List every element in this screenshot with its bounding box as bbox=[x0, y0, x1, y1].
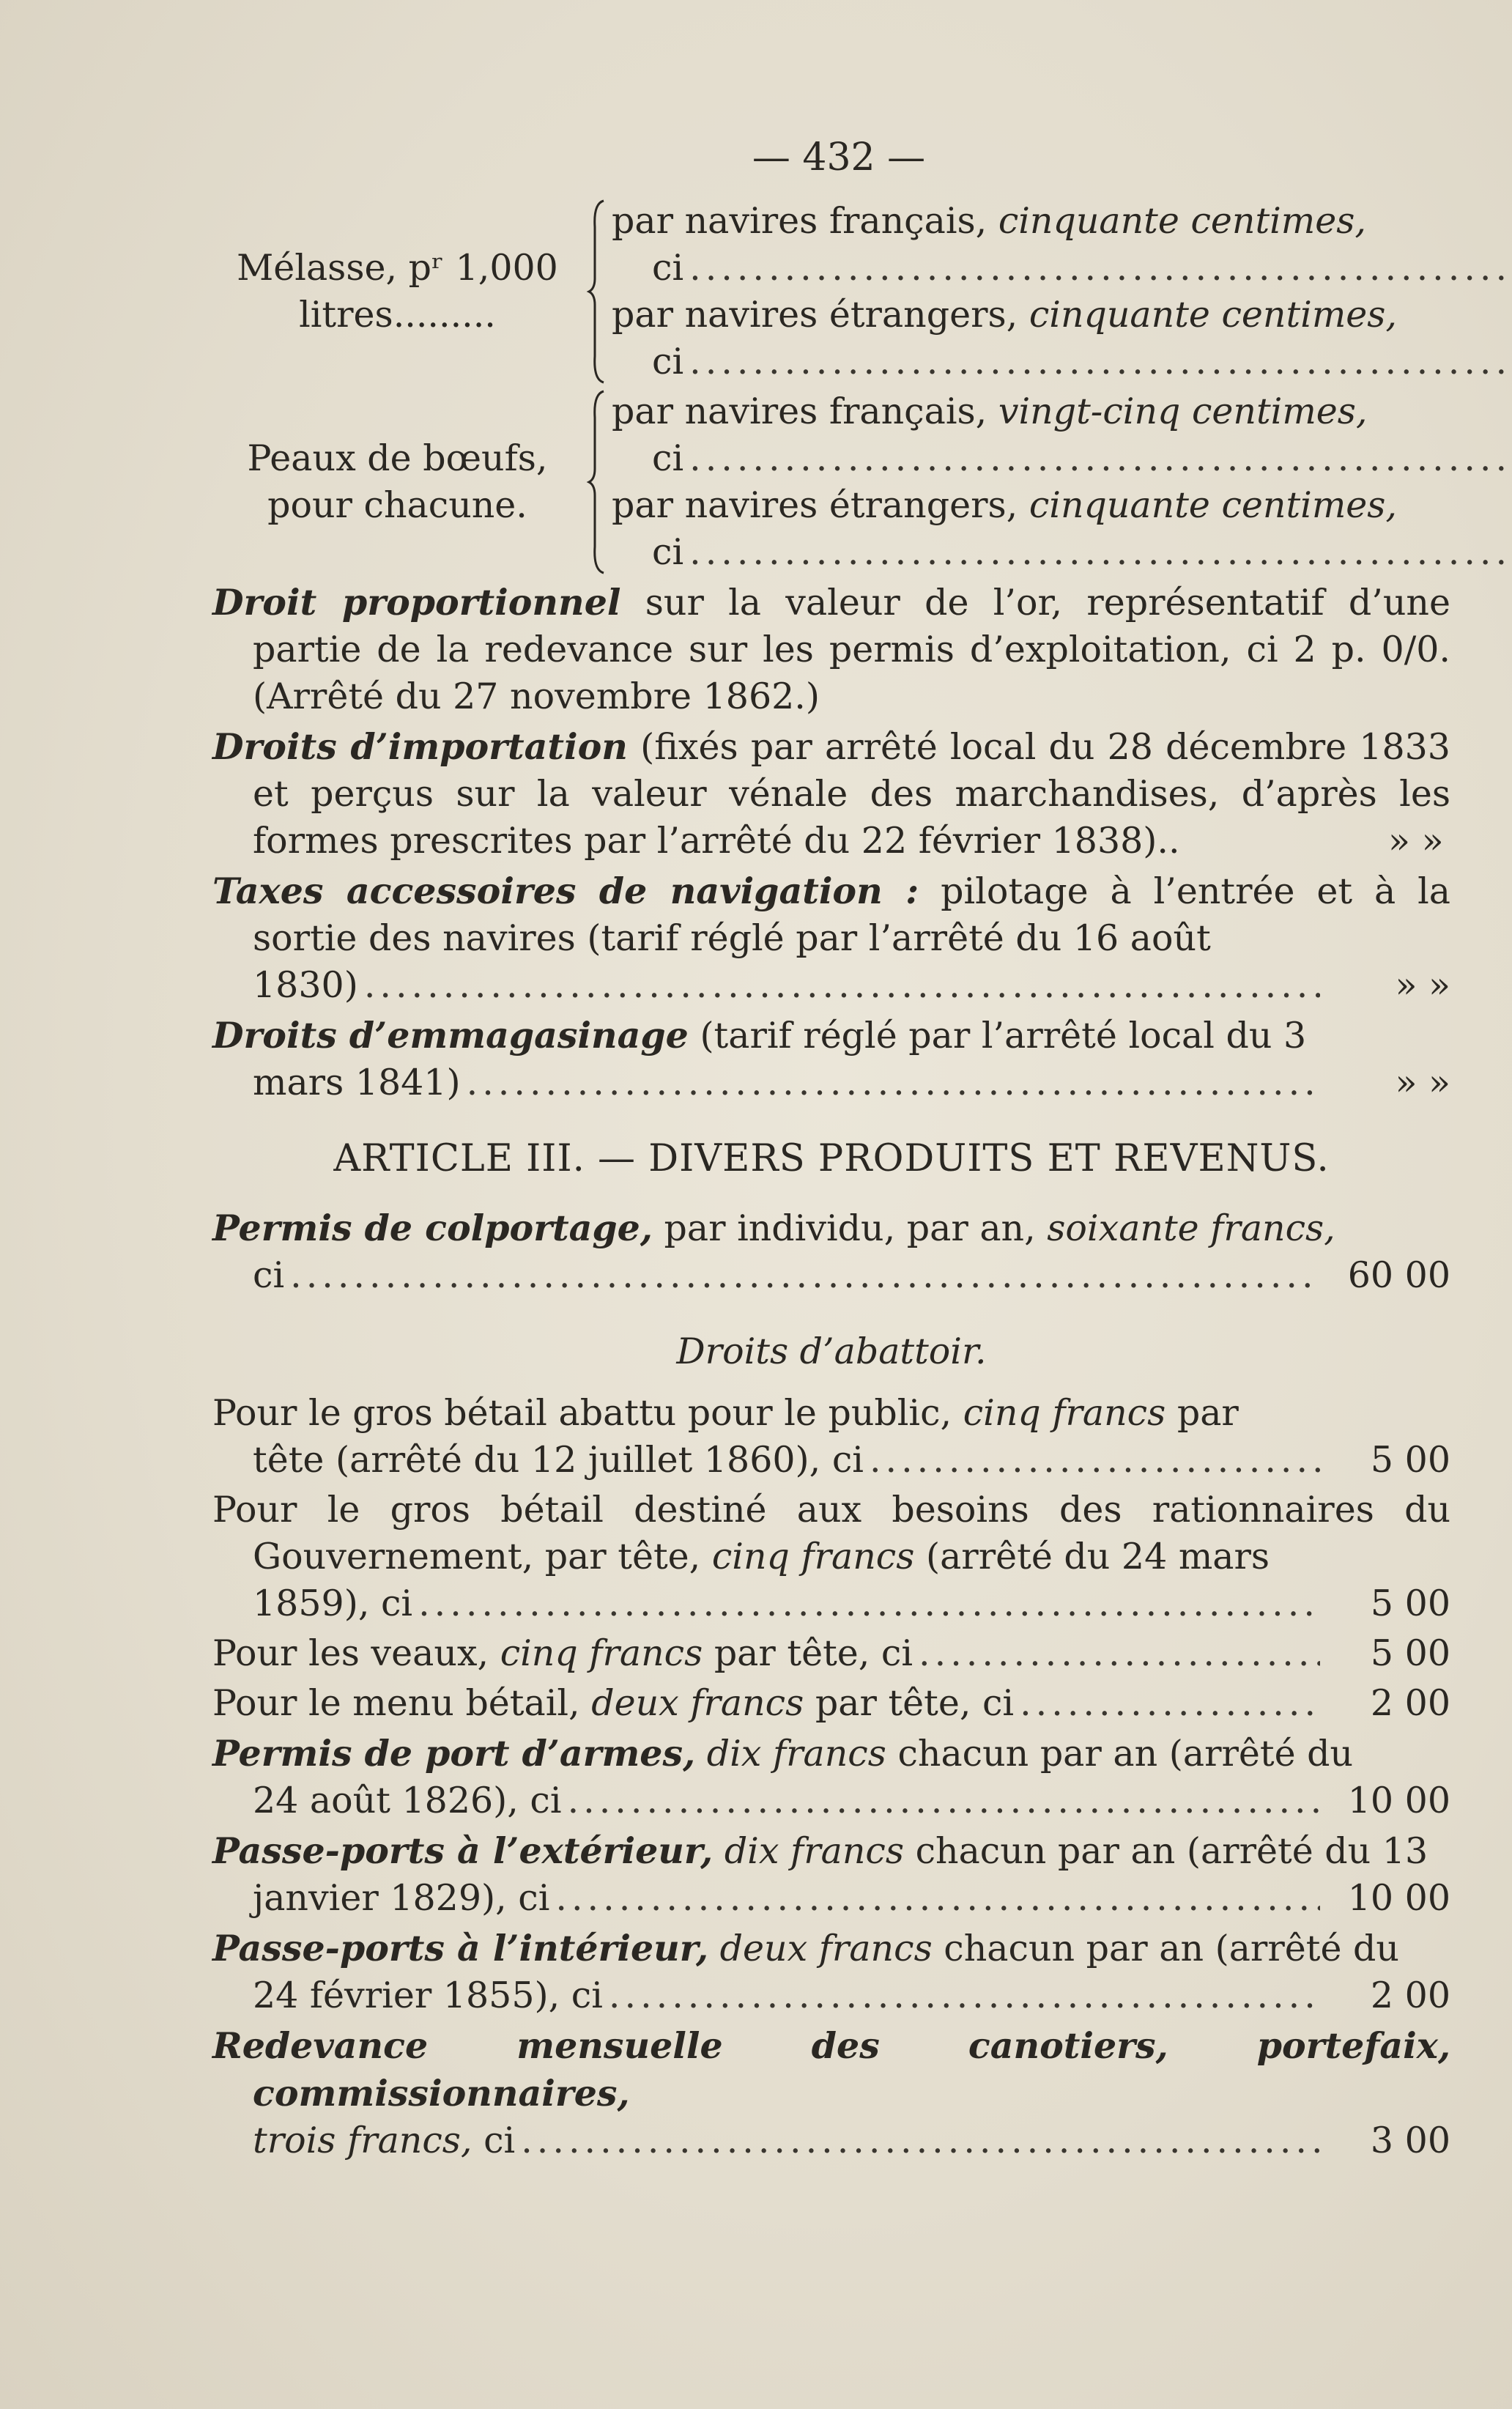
melasse-label-line2: litres......... bbox=[299, 294, 496, 336]
passe-ext-last: janvier 1829), ci bbox=[253, 1877, 550, 1919]
passe-int-text: chacun par an (arrêté du bbox=[944, 1928, 1399, 1969]
emmagasinage-title: Droits d’emmagasinage bbox=[212, 1014, 689, 1057]
taxes-navigation-text: pilotage à l’entrée et à la sortie des navires (tarif réglé par l’arrêté du 16 août bbox=[253, 870, 1450, 959]
passe-int-last: 24 février 1855), ci bbox=[253, 1975, 603, 2016]
taxes-navigation-amount: » » bbox=[1395, 964, 1450, 1006]
subheading: Droits d’abattoir. bbox=[676, 1331, 987, 1372]
armes-title: Permis de port d’armes, bbox=[212, 1732, 696, 1775]
peaux-label-line2: pour chacune. bbox=[267, 484, 527, 526]
ci-label: ci bbox=[652, 247, 684, 289]
leader-dots bbox=[1020, 1680, 1320, 1727]
droits-importation-text: (fixés par arrêté local du 28 décembre 1833 et perçus sur la valeur vénale des marchandises, d’après les formes prescrites par l’arrêté du 22 février 1838).. bbox=[253, 726, 1450, 862]
passe-int-amount: 2 00 bbox=[1370, 1975, 1450, 2016]
armes-last: 24 août 1826), ci bbox=[253, 1780, 562, 1821]
veaux-post: par tête, ci bbox=[714, 1632, 914, 1674]
armes-amount: 10 00 bbox=[1347, 1780, 1450, 1821]
leader-dots bbox=[290, 1252, 1320, 1299]
colportage-title: Permis de colportage, bbox=[212, 1207, 653, 1249]
item-amount: 5 00 bbox=[1370, 1439, 1450, 1481]
leader-dots bbox=[919, 1630, 1320, 1677]
emmagasinage-amount: » » bbox=[1395, 1062, 1450, 1103]
leader-dots bbox=[870, 1437, 1320, 1484]
melasse-line1-italic: cinquante centimes, bbox=[998, 200, 1366, 242]
item-italic: cinq francs bbox=[963, 1392, 1166, 1434]
ci-label: ci bbox=[652, 341, 684, 382]
list-item bbox=[212, 1487, 1450, 1627]
item-text-post: par bbox=[1176, 1392, 1239, 1434]
peaux-block bbox=[212, 388, 1450, 576]
brace-icon bbox=[582, 388, 612, 576]
redevance-entry bbox=[212, 2022, 1450, 2164]
brace-icon bbox=[582, 198, 612, 385]
melasse-label-line1: Mélasse, pʳ 1,000 bbox=[237, 247, 558, 289]
melasse-label bbox=[212, 198, 582, 385]
redevance-amount: 3 00 bbox=[1370, 2120, 1450, 2161]
armes-italic: dix francs bbox=[706, 1733, 886, 1775]
leader-dots bbox=[521, 2117, 1320, 2164]
leader-dots bbox=[555, 1875, 1320, 1922]
ci-label: ci bbox=[652, 437, 684, 479]
redevance-title: Redevance mensuelle des canotiers, portefaix, commissionnaires, bbox=[212, 2024, 1450, 2114]
peaux-line3-italic: cinquante centimes, bbox=[1029, 484, 1398, 526]
droits-importation-title: Droits d’importation bbox=[212, 725, 628, 768]
colportage-last: ci bbox=[253, 1254, 285, 1296]
menu-amount: 2 00 bbox=[1370, 1682, 1450, 1724]
article-heading: ARTICLE III. — DIVERS PRODUITS ET REVENUS. bbox=[333, 1137, 1330, 1180]
passe-ext-text: chacun par an (arrêté du 13 bbox=[915, 1830, 1428, 1872]
droit-proportionnel-text: sur la valeur de l’or, représentatif d’une partie de la redevance sur les permis d’exploitation, ci 2 p. 0/0. (Arrêté du 27 novembre 1862.) bbox=[253, 582, 1450, 717]
leader-dots bbox=[689, 529, 1512, 576]
item-text: Pour le gros bétail abattu pour le public, bbox=[212, 1392, 952, 1434]
veaux-italic: cinq francs bbox=[500, 1632, 703, 1674]
menu-betail-entry bbox=[212, 1680, 1450, 1727]
colportage-entry bbox=[212, 1204, 1450, 1299]
item-last: tête (arrêté du 12 juillet 1860), ci bbox=[253, 1439, 864, 1481]
melasse-line3: par navires étrangers, bbox=[612, 294, 1018, 336]
menu-italic: deux francs bbox=[591, 1682, 804, 1724]
peaux-label bbox=[212, 388, 582, 576]
leader-dots bbox=[568, 1777, 1320, 1824]
veaux-entry bbox=[212, 1630, 1450, 1677]
droit-proportionnel-title: Droit proportionnel bbox=[212, 581, 621, 623]
emmagasinage-text: (tarif réglé par l’arrêté local du 3 bbox=[700, 1015, 1307, 1057]
passe-ports-interieur-entry bbox=[212, 1925, 1450, 2019]
port-armes-entry bbox=[212, 1730, 1450, 1824]
peaux-line1: par navires français, bbox=[612, 391, 987, 432]
armes-text: chacun par an (arrêté du bbox=[897, 1733, 1354, 1775]
redevance-last: ci bbox=[483, 2120, 516, 2161]
peaux-label-line1: Peaux de bœufs, bbox=[247, 437, 548, 479]
leader-dots bbox=[467, 1059, 1320, 1106]
item-text: Pour le gros bétail destiné aux besoins des rationnaires du Gouvernement, par tête, bbox=[212, 1489, 1450, 1577]
veaux-amount: 5 00 bbox=[1370, 1632, 1450, 1674]
item-italic: cinq francs bbox=[711, 1536, 915, 1577]
item-text-post: (arrêté du 24 mars bbox=[925, 1536, 1270, 1577]
droits-importation-entry bbox=[212, 723, 1450, 865]
passe-ext-amount: 10 00 bbox=[1347, 1877, 1450, 1919]
leader-dots bbox=[609, 1972, 1320, 2019]
leader-dots bbox=[689, 435, 1512, 482]
passe-ext-italic: dix francs bbox=[724, 1830, 904, 1872]
passe-ext-title: Passe-ports à l’extérieur, bbox=[212, 1829, 714, 1872]
emmagasinage-entry bbox=[212, 1012, 1450, 1106]
passe-int-title: Passe-ports à l’intérieur, bbox=[212, 1927, 709, 1969]
melasse-line1: par navires français, bbox=[612, 200, 987, 242]
passe-ports-exterieur-entry bbox=[212, 1827, 1450, 1922]
peaux-line3: par navires étrangers, bbox=[612, 484, 1018, 526]
leader-dots bbox=[418, 1580, 1320, 1627]
ci-label: ci bbox=[652, 531, 684, 573]
menu-post: par tête, ci bbox=[815, 1682, 1015, 1724]
colportage-amount: 60 00 bbox=[1347, 1254, 1450, 1296]
item-last: 1859), ci bbox=[253, 1583, 413, 1624]
peaux-line1-italic: vingt-cinq centimes, bbox=[998, 391, 1368, 432]
melasse-block bbox=[212, 198, 1450, 385]
droit-proportionnel-entry bbox=[212, 579, 1450, 720]
list-item bbox=[212, 1390, 1450, 1484]
colportage-text: par individu, par an, bbox=[664, 1207, 1036, 1249]
page-number: — 432 — bbox=[752, 136, 926, 180]
droits-importation-amount: » » bbox=[1388, 820, 1444, 862]
leader-dots bbox=[689, 338, 1512, 385]
leader-dots bbox=[689, 245, 1512, 292]
passe-int-italic: deux francs bbox=[719, 1928, 933, 1969]
taxes-navigation-entry bbox=[212, 867, 1450, 1009]
leader-dots bbox=[364, 962, 1320, 1009]
emmagasinage-last: mars 1841) bbox=[253, 1062, 461, 1103]
redevance-italic: trois francs, bbox=[253, 2120, 472, 2161]
taxes-navigation-last: 1830) bbox=[253, 964, 358, 1006]
menu-text: Pour le menu bétail, bbox=[212, 1682, 580, 1724]
melasse-line3-italic: cinquante centimes, bbox=[1029, 294, 1398, 336]
page-content bbox=[212, 117, 1450, 2167]
taxes-navigation-title: Taxes accessoires de navigation : bbox=[212, 870, 919, 912]
colportage-italic: soixante francs, bbox=[1047, 1207, 1335, 1249]
item-amount: 5 00 bbox=[1370, 1583, 1450, 1624]
veaux-text: Pour les veaux, bbox=[212, 1632, 489, 1674]
